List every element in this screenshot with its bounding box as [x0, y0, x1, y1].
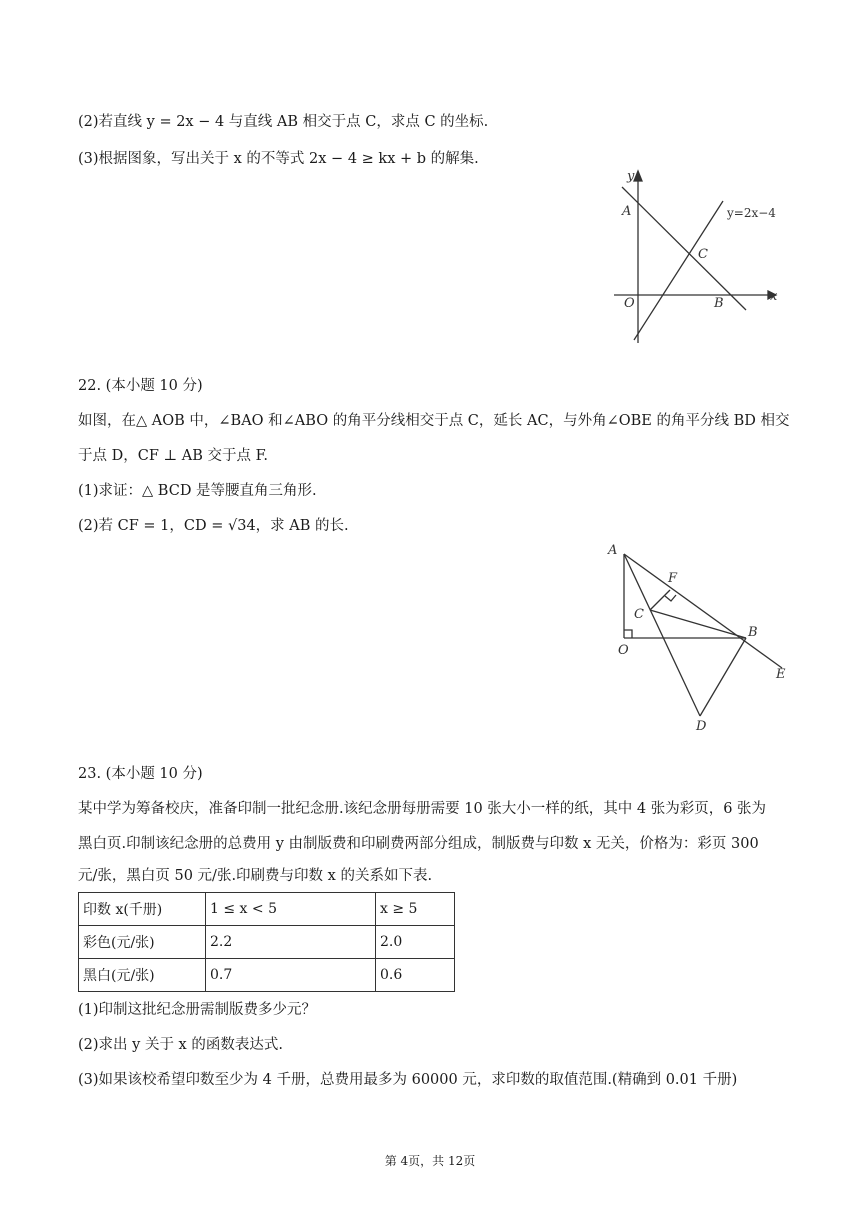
price-table — [78, 892, 455, 992]
fig22-label-o: O — [618, 643, 629, 658]
table-cell: x ≥ 5 — [376, 893, 455, 926]
table-row — [79, 959, 455, 992]
q22-line1: 如图，在△ AOB 中，∠BAO 和∠ABO 的角平分线相交于点 C，延长 AC，与外角∠OBE 的角平分线 BD 相交 — [78, 413, 790, 429]
table-row — [79, 926, 455, 959]
fig21-label-b: B — [714, 296, 724, 311]
fig22-label-a: A — [608, 543, 618, 558]
figure-22-triangle — [600, 538, 800, 738]
page-footer: 第 4页，共 12页 — [384, 1154, 476, 1168]
table-cell: 0.6 — [376, 959, 455, 992]
table-cell: 彩色(元/张) — [79, 926, 206, 959]
fig22-label-c: C — [634, 607, 644, 622]
q23-line2: 黑白页.印制该纪念册的总费用 y 由制版费和印刷费两部分组成，制版费与印数 x 无关，价格为：彩页 300 — [78, 836, 759, 852]
fig22-label-d: D — [696, 719, 707, 734]
table-cell: 0.7 — [206, 959, 376, 992]
q22-header: 22. (本小题 10 分) — [78, 378, 203, 394]
table-cell: 2.2 — [206, 926, 376, 959]
fig21-label-line: y=2x−4 — [727, 206, 776, 220]
table-cell: 印数 x(千册) — [79, 893, 206, 926]
q23-part3: (3)如果该校希望印数至少为 4 千册，总费用最多为 60000 元，求印数的取值范围.(精确到 0.01 千册) — [78, 1072, 738, 1088]
fig21-label-o: O — [624, 296, 635, 311]
fig21-label-a: A — [622, 204, 632, 219]
q23-part1: (1)印制这批纪念册需制版费多少元？ — [78, 1002, 317, 1018]
table-row — [79, 893, 455, 926]
table-cell: 1 ≤ x < 5 — [206, 893, 376, 926]
q23-line1: 某中学为筹备校庆，准备印制一批纪念册.该纪念册每册需要 10 张大小一样的纸，其中 4 张为彩页，6 张为 — [78, 801, 767, 817]
q22-part1: (1)求证：△ BCD 是等腰直角三角形. — [78, 483, 317, 499]
fig21-label-x: x — [770, 289, 778, 304]
q21-part3: (3)根据图象，写出关于 x 的不等式 2x − 4 ≥ kx + b 的解集. — [78, 151, 479, 167]
fig22-label-b: B — [748, 625, 758, 640]
q22-part2: (2)若 CF = 1，CD = √34，求 AB 的长. — [78, 518, 349, 534]
q21-part2: (2)若直线 y = 2x − 4 与直线 AB 相交于点 C，求点 C 的坐标. — [78, 114, 489, 130]
fig22-label-f: F — [668, 571, 678, 586]
figure-21-graph — [600, 165, 800, 345]
table-cell: 黑白(元/张) — [79, 959, 206, 992]
fig22-label-e: E — [776, 667, 786, 682]
fig21-label-c: C — [698, 247, 708, 262]
q22-line2: 于点 D，CF ⊥ AB 交于点 F. — [78, 448, 269, 464]
q23-part2: (2)求出 y 关于 x 的函数表达式. — [78, 1037, 283, 1053]
q23-line3: 元/张，黑白页 50 元/张.印刷费与印数 x 的关系如下表. — [78, 868, 433, 884]
table-cell: 2.0 — [376, 926, 455, 959]
fig21-label-y: y — [627, 169, 635, 184]
q23-header: 23. (本小题 10 分) — [78, 766, 203, 782]
